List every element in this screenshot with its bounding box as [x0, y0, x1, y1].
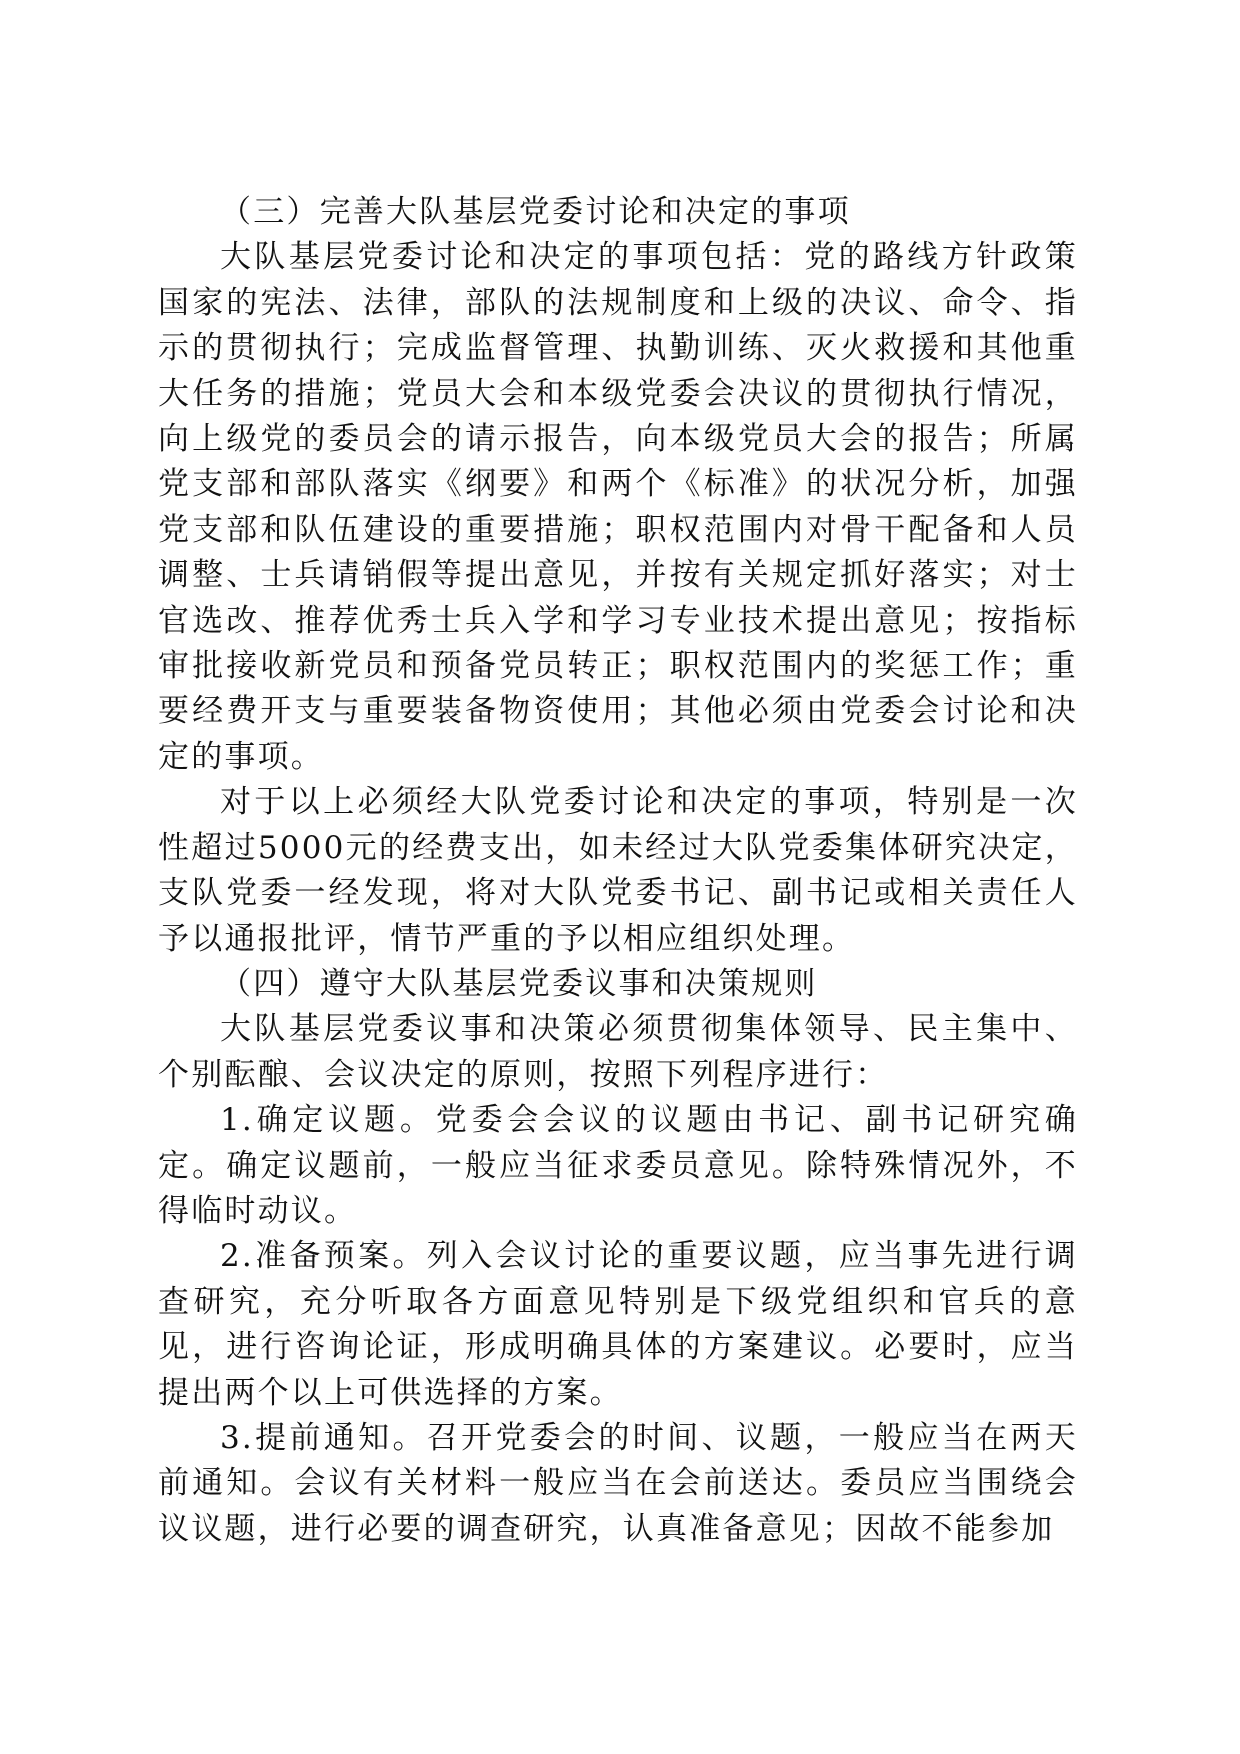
paragraph-step-1: 1.确定议题。党委会会议的议题由书记、副书记研究确定。确定议题前，一般应当征求委员意见。除特殊情况外，不得临时动议。	[158, 1102, 1078, 1229]
paragraph-step-2: 2.准备预案。列入会议讨论的重要议题，应当事先进行调查研究，充分听取各方面意见特别是下级党组织和官兵的意见，进行咨询论证，形成明确具体的方案建议。必要时，应当提出两个以上可供选择的方案。	[158, 1238, 1078, 1411]
paragraph-matters-list: 大队基层党委讨论和决定的事项包括：党的路线方针政策国家的宪法、法律，部队的法规制度和上级的决议、命令、指示的贯彻执行；完成监督管理、执勤训练、灭火救援和其他重大任务的措施；党员大会和本级党委会决议的贯彻执行情况，向上级党的委员会的请示报告，向本级党员大会的报告；所属党支部和部队落实《纲要》和两个《标准》的状况分析，加强党支部和队伍建设的重要措施；职权范围内对骨干配备和人员调整、士兵请销假等提出意见，并按有关规定抓好落实；对士官选改、推荐优秀士兵入学和学习专业技术提出意见；按指标审批接收新党员和预备党员转正；职权范围内的奖惩工作；重要经费开支与重要装备物资使用；其他必须由党委会讨论和决定的事项。	[158, 239, 1078, 775]
section-heading-4: （四）遵守大队基层党委议事和决策规则	[220, 965, 818, 1002]
paragraph-step-3: 3.提前通知。召开党委会的时间、议题，一般应当在两天前通知。会议有关材料一般应当在会前送达。委员应当围绕会议议题，进行必要的调查研究，认真准备意见；因故不能参加	[158, 1419, 1078, 1547]
section-heading-3: （三）完善大队基层党委讨论和决定的事项	[220, 194, 851, 230]
paragraph-decision-principles: 大队基层党委议事和决策必须贯彻集体领导、民主集中、个别酝酿、会议决定的原则，按照下列程序进行：	[158, 1011, 1078, 1093]
paragraph-accountability: 对于以上必须经大队党委讨论和决定的事项，特别是一次性超过5000元的经费支出，如未经过大队党委集体研究决定，支队党委一经发现，将对大队党委书记、副书记或相关责任人予以通报批评，情节严重的予以相应组织处理。	[158, 784, 1078, 957]
document-body	[158, 190, 1078, 1552]
